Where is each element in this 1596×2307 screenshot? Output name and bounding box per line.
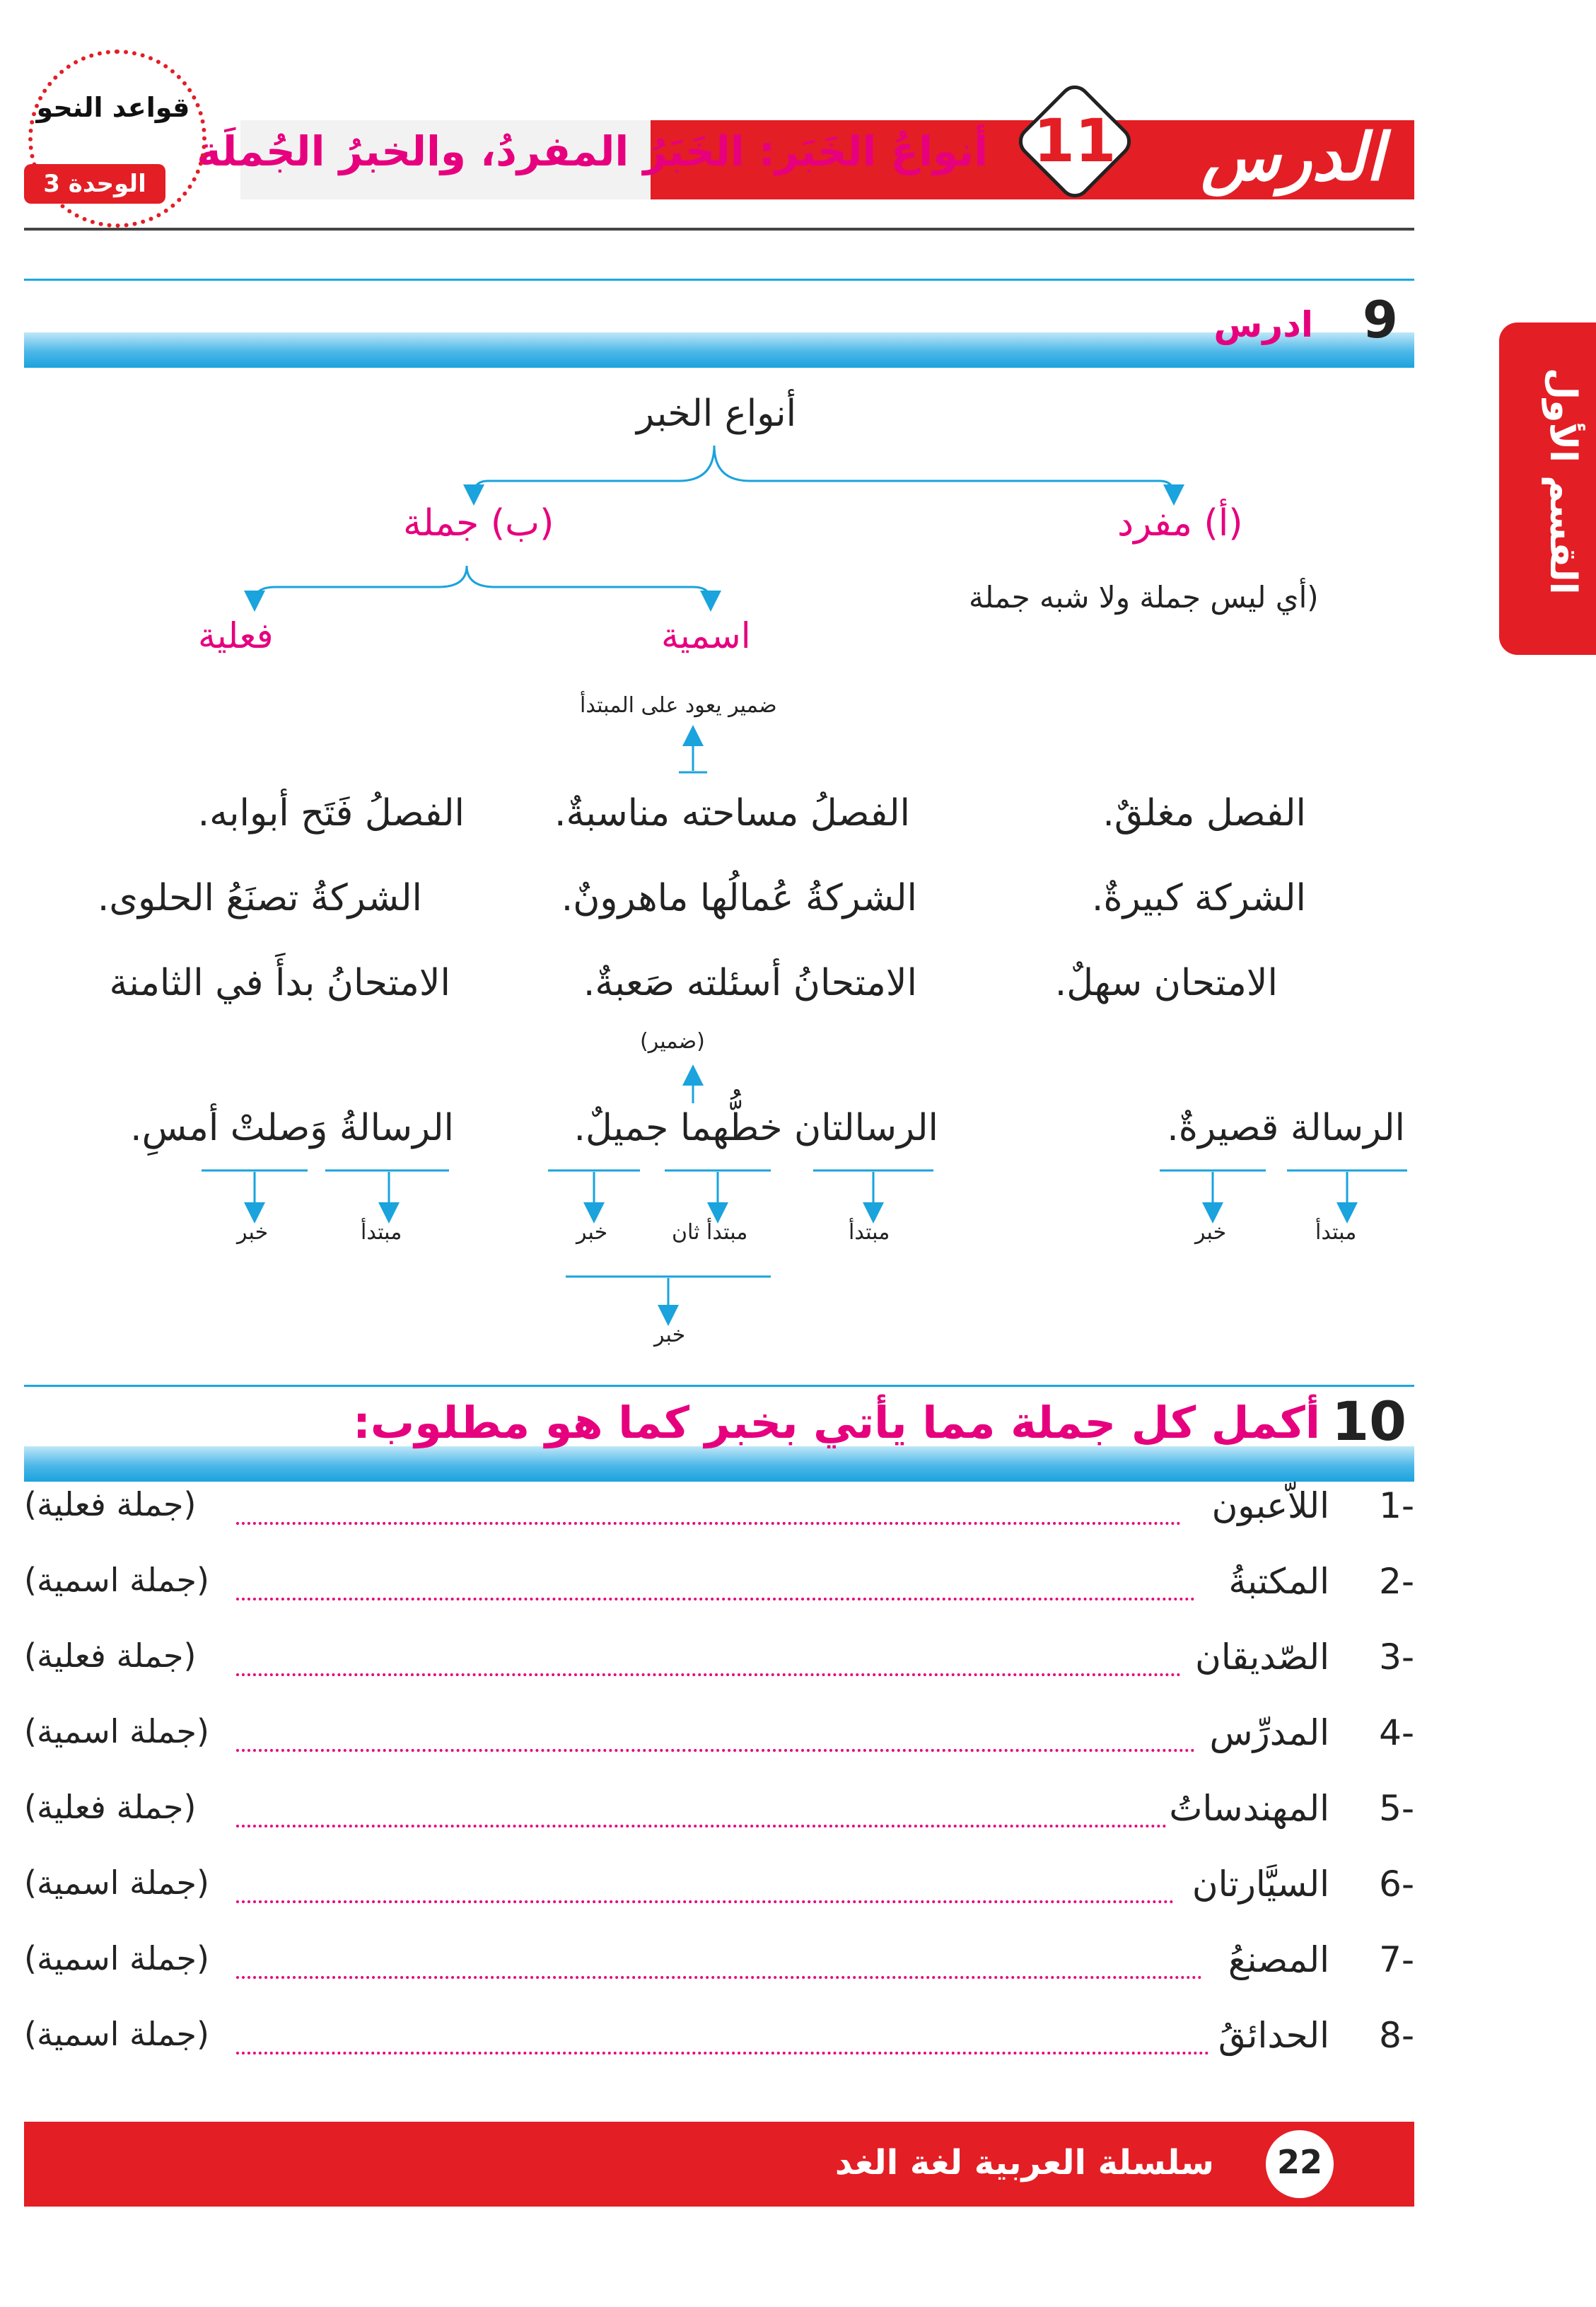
example-row3-col3: الامتحانُ بدأَ في الثامنة <box>109 962 450 1004</box>
section-10-bar <box>24 1446 1414 1482</box>
pronoun-label: (ضمير) <box>640 1029 705 1054</box>
answer-blank[interactable] <box>236 1522 1181 1525</box>
lesson-title: أنواعُ الخَبَر: الخَبَرُ المفردُ، والخبرُ الجُملَة <box>197 127 988 175</box>
example-row3-col2: الامتحانُ أسئلته صَعبةٌ. <box>583 962 917 1004</box>
label-mubtada: مبتدأ <box>849 1220 890 1245</box>
exercise-required-type: (جملة اسمية) <box>24 2015 209 2053</box>
blue-divider <box>24 1385 1414 1387</box>
exercise-number: 5- <box>1379 1788 1414 1829</box>
diagram-nominal: اسمية <box>661 615 751 656</box>
unit-badge: الوحدة 3 <box>24 164 165 204</box>
exercise-subject: المهندساتُ <box>1169 1788 1329 1829</box>
exercise-subject: الصّديقان <box>1195 1637 1329 1678</box>
section-10-number: 10 <box>1332 1390 1406 1453</box>
lesson-word: الدرس <box>1201 119 1384 195</box>
example-row4-col1: الرسالة قصيرةٌ. <box>1167 1107 1405 1149</box>
exercise-required-type: (جملة فعلية) <box>24 1788 197 1826</box>
answer-blank[interactable] <box>236 1749 1195 1752</box>
exercise-item <box>24 2015 1414 2071</box>
example-row2-col1: الشركة كبيرةٌ. <box>1091 877 1306 919</box>
exercise-item <box>24 1939 1414 1996</box>
exercise-subject: المصنعُ <box>1228 1939 1329 1980</box>
answer-blank[interactable] <box>236 1598 1195 1600</box>
diagram-branch-a: (أ) مفرد <box>1117 502 1243 545</box>
diagram-verbal: فعلية <box>198 615 274 656</box>
answer-blank[interactable] <box>236 1673 1181 1676</box>
diagram-pronoun-note: ضمير يعود على المبتدأ <box>580 693 777 718</box>
exercise-number: 1- <box>1379 1485 1414 1526</box>
exercise-required-type: (جملة اسمية) <box>24 1712 209 1750</box>
lesson-number: 11 <box>1033 106 1117 175</box>
label-mubtada: مبتدأ <box>361 1220 402 1245</box>
exercise-item <box>24 1485 1414 1542</box>
answer-blank[interactable] <box>236 1976 1202 1979</box>
series-title: سلسلة العربية لغة الغد <box>834 2143 1214 2183</box>
exercise-number: 4- <box>1379 1712 1414 1753</box>
label-khabar: خبر <box>576 1220 608 1245</box>
diagram-branch-b: (ب) جملة <box>403 502 554 545</box>
exercise-required-type: (جملة فعلية) <box>24 1485 197 1523</box>
exercise-required-type: (جملة اسمية) <box>24 1864 209 1902</box>
exercise-item <box>24 1864 1414 1920</box>
example-row1-col1: الفصل مغلقٌ. <box>1102 792 1306 835</box>
label-khabar: خبر <box>1195 1220 1227 1245</box>
exercise-number: 2- <box>1379 1561 1414 1602</box>
page-number: 22 <box>1276 2143 1322 2181</box>
exercise-item <box>24 1788 1414 1844</box>
diagram-root: أنواع الخبر <box>636 393 797 435</box>
example-row1-col2: الفصلُ مساحته مناسبةٌ. <box>554 792 910 835</box>
exercise-required-type: (جملة فعلية) <box>24 1637 197 1675</box>
answer-blank[interactable] <box>236 1825 1167 1827</box>
example-row4-col3: الرسالةُ وَصلتْ أمسِ. <box>130 1107 454 1149</box>
exercise-required-type: (جملة اسمية) <box>24 1561 209 1599</box>
exercise-number: 3- <box>1379 1637 1414 1678</box>
exercise-item <box>24 1637 1414 1693</box>
exercise-subject: الحدائقُ <box>1218 2015 1329 2056</box>
exercise-number: 7- <box>1379 1939 1414 1980</box>
exercise-subject: اللاّعبون <box>1211 1485 1329 1526</box>
section-9-label: ادرس <box>1213 304 1313 345</box>
exercise-item <box>24 1712 1414 1769</box>
example-row4-col2: الرسالتان خطُّهما جميلٌ. <box>573 1107 938 1149</box>
exercise-subject: المدرِّس <box>1209 1712 1329 1753</box>
exercise-subject: المكتبةُ <box>1228 1561 1329 1602</box>
label-khabar: خبر <box>237 1220 269 1245</box>
section-10-instruction: أكمل كل جملة مما يأتي بخبر كما هو مطلوب: <box>353 1397 1320 1448</box>
section-9-number: 9 <box>1362 290 1398 349</box>
diagram-branch-a-note: (أي ليس جملة ولا شبه جملة <box>969 580 1319 615</box>
exercise-number: 6- <box>1379 1864 1414 1905</box>
exercise-item <box>24 1561 1414 1617</box>
example-row2-col2: الشركةُ عُمالُها ماهرونٌ. <box>561 877 917 919</box>
exercise-number: 8- <box>1379 2015 1414 2056</box>
example-row1-col3: الفصلُ فَتَح أبوابه. <box>197 792 465 835</box>
answer-blank[interactable] <box>236 1900 1174 1903</box>
answer-blank[interactable] <box>236 2052 1209 2055</box>
section-side-tab-label: القسم الأول <box>1542 368 1584 595</box>
grammar-badge-title: قواعد النحو <box>36 92 190 123</box>
example-row2-col3: الشركةُ تصنَعُ الحلوى. <box>97 877 422 919</box>
exercise-subject: السيَّارتان <box>1192 1864 1329 1905</box>
label-mubtada: مبتدأ <box>1315 1220 1357 1245</box>
example-row3-col1: الامتحان سهلٌ. <box>1054 962 1278 1004</box>
exercise-required-type: (جملة اسمية) <box>24 1939 209 1977</box>
label-khabar: خبر <box>654 1323 686 1347</box>
label-mubtada-thani: مبتدأ ثان <box>672 1220 748 1245</box>
